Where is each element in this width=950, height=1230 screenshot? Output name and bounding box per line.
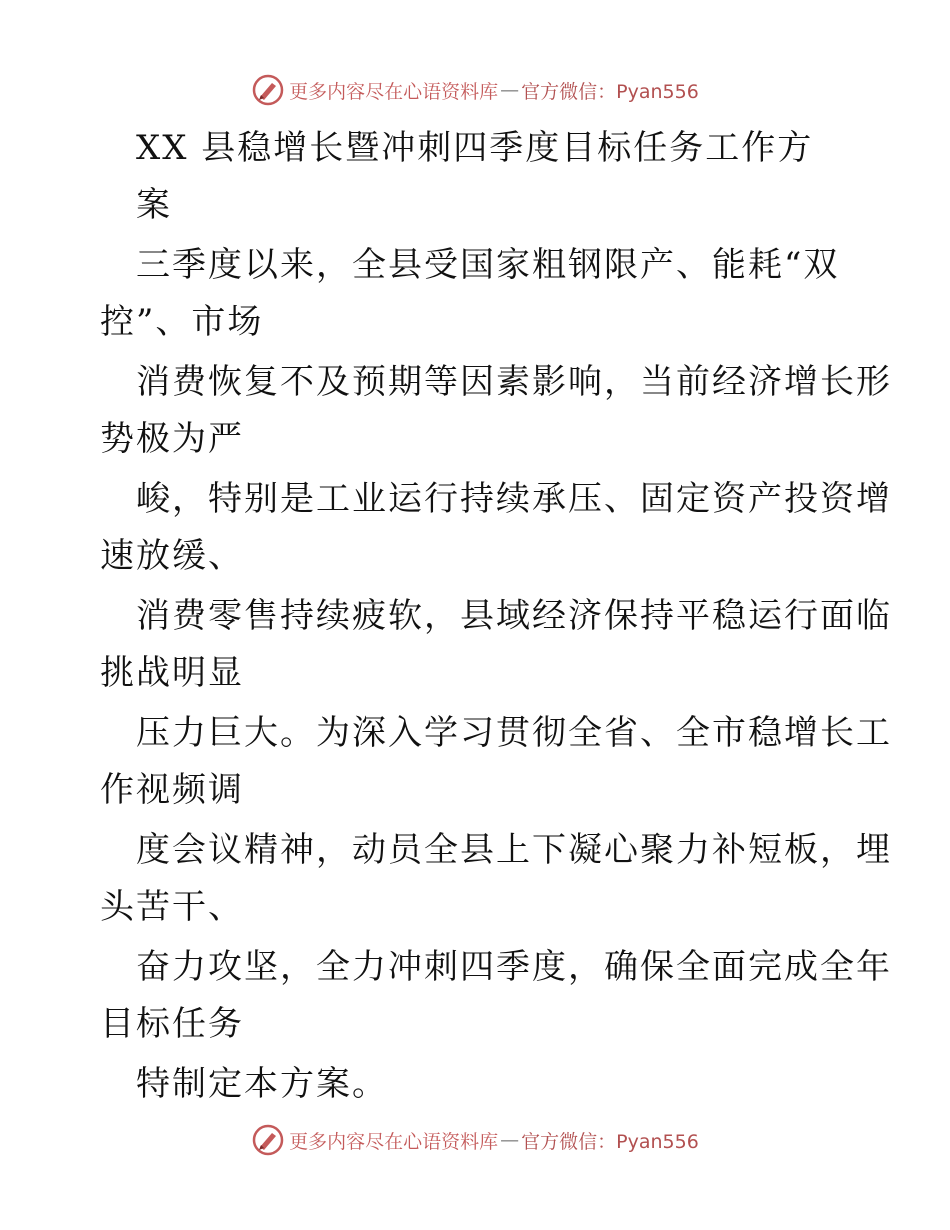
paragraph-line: 速放缓、 bbox=[100, 536, 244, 576]
watermark-dash: — bbox=[500, 79, 520, 101]
doc-title-line-2: 案 bbox=[136, 185, 172, 225]
header-watermark bbox=[0, 70, 950, 110]
paragraph-line: 三季度以来，全县受国家粗钢限产、能耗“双 bbox=[136, 245, 840, 285]
paragraph-line: 作视频调 bbox=[100, 770, 244, 810]
watermark-wechat: 官方微信：Pyan556 bbox=[521, 80, 699, 103]
doc-title-line-1: XX 县稳增长暨冲刺四季度目标任务工作方 bbox=[136, 128, 814, 168]
paragraph-line: 势极为严 bbox=[100, 419, 244, 459]
paragraph-line: 控”、市场 bbox=[100, 302, 264, 342]
watermark-text: 更多内容尽在心语资料库 bbox=[289, 1130, 499, 1153]
paragraph-line: 压力巨大。为深入学习贯彻全省、全市稳增长工 bbox=[136, 713, 892, 753]
paragraph-line: 消费恢复不及预期等因素影响，当前经济增长形 bbox=[136, 362, 892, 402]
watermark-wechat: 官方微信：Pyan556 bbox=[521, 1130, 699, 1153]
paragraph-line: 度会议精神，动员全县上下凝心聚力补短板，埋 bbox=[136, 830, 892, 870]
paragraph-line: 目标任务 bbox=[100, 1004, 244, 1044]
paragraph-line: 峻，特别是工业运行持续承压、固定资产投资增 bbox=[136, 479, 892, 519]
watermark-text: 更多内容尽在心语资料库 bbox=[289, 80, 499, 103]
paragraph-line: 挑战明显 bbox=[100, 653, 244, 693]
watermark-dash: — bbox=[500, 1129, 520, 1151]
paragraph-line: 特制定本方案。 bbox=[136, 1064, 388, 1104]
paragraph-line: 消费零售持续疲软，县域经济保持平稳运行面临 bbox=[136, 596, 892, 636]
paragraph-line: 头苦干、 bbox=[100, 887, 244, 927]
pen-seal-logo-icon bbox=[251, 1123, 285, 1157]
pen-seal-logo-icon bbox=[251, 73, 285, 107]
paragraph-line: 奋力攻坚，全力冲刺四季度，确保全面完成全年 bbox=[136, 947, 892, 987]
footer-watermark bbox=[0, 1120, 950, 1160]
